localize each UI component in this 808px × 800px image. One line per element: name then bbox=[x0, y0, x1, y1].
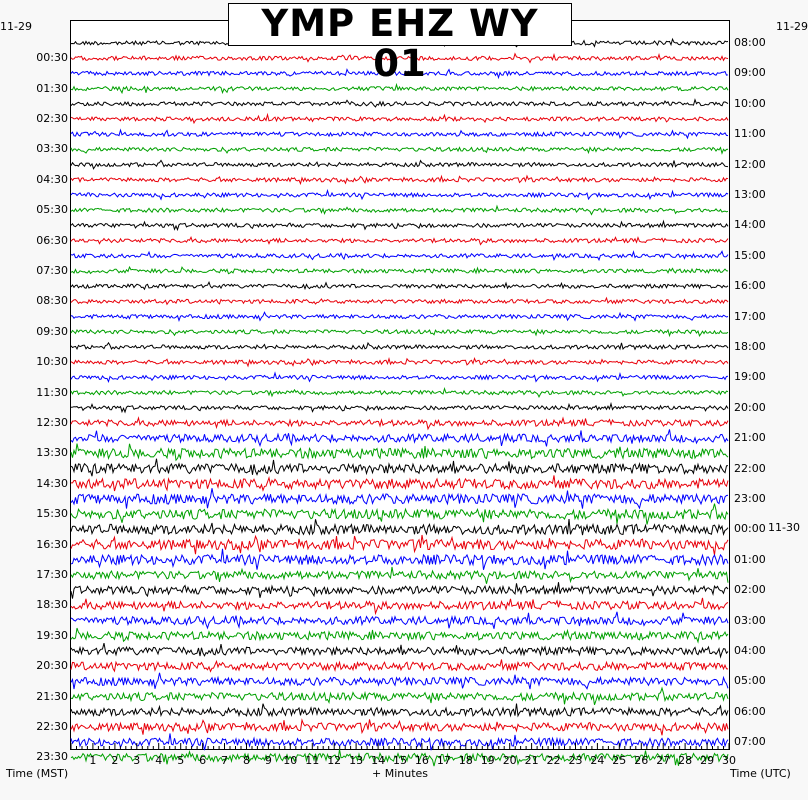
right-time-label: 18:00 bbox=[734, 340, 766, 353]
trace-row bbox=[71, 298, 728, 304]
right-time-label: 23:00 bbox=[734, 492, 766, 505]
left-time-label: 15:30 bbox=[36, 507, 68, 521]
trace-row bbox=[71, 176, 728, 184]
trace-row bbox=[71, 444, 728, 461]
right-time-label: 21:00 bbox=[734, 431, 766, 445]
right-time-label: 08:00 bbox=[734, 36, 766, 49]
x-tick-label: 29 bbox=[700, 754, 715, 767]
left-time-label: 00:30 bbox=[36, 51, 68, 65]
left-time-label: 01:30 bbox=[36, 81, 68, 95]
right-time-label: 06:00 bbox=[734, 704, 766, 718]
x-tick-label: 23 bbox=[568, 754, 583, 767]
trace-row bbox=[71, 704, 728, 717]
right-time-label: 16:00 bbox=[734, 279, 766, 293]
left-date-label: 11-29 bbox=[0, 20, 32, 33]
right-time-label: 02:00 bbox=[734, 583, 766, 597]
trace-row bbox=[71, 660, 728, 672]
x-tick-label: 2 bbox=[111, 754, 119, 767]
right-time-label: 10:00 bbox=[734, 96, 766, 110]
right-time-label: 07:00 bbox=[734, 735, 766, 749]
left-time-label: 20:30 bbox=[36, 659, 68, 673]
trace-row bbox=[71, 567, 728, 584]
right-time-label: 19:00 bbox=[734, 370, 766, 384]
x-tick-label: 30 bbox=[722, 754, 736, 767]
right-time-label: 20:00 bbox=[734, 400, 766, 414]
trace-row bbox=[71, 147, 728, 153]
trace-row bbox=[71, 389, 728, 397]
x-tick-label: 11 bbox=[305, 754, 320, 767]
trace-row bbox=[71, 343, 728, 350]
trace-row bbox=[71, 429, 728, 446]
trace-row bbox=[71, 100, 728, 107]
x-tick-label: 24 bbox=[590, 754, 605, 767]
right-time-label: 14:00 bbox=[734, 218, 766, 232]
right-date-label: 11-29 bbox=[776, 20, 808, 33]
trace-row bbox=[71, 282, 728, 289]
right-time-label: 09:00 bbox=[734, 66, 766, 80]
trace-row bbox=[71, 459, 728, 477]
right-time-label: 13:00 bbox=[734, 188, 766, 201]
left-time-label: 10:30 bbox=[36, 355, 68, 369]
x-tick-label: 16 bbox=[414, 754, 429, 767]
x-tick-label: 8 bbox=[243, 754, 250, 767]
x-tick-label: 4 bbox=[155, 754, 163, 767]
x-tick-label: 1 bbox=[89, 754, 97, 767]
x-tick-label: 13 bbox=[349, 754, 364, 767]
right-time-label: 01:00 bbox=[734, 552, 766, 566]
trace-row bbox=[71, 237, 728, 244]
trace-row bbox=[71, 404, 728, 412]
left-time-label: 04:30 bbox=[36, 172, 68, 186]
trace-row bbox=[71, 673, 728, 689]
seismogram-traces bbox=[71, 21, 729, 749]
x-tick-label: 14 bbox=[371, 754, 386, 767]
trace-row bbox=[71, 330, 728, 336]
right-time-label: 04:00 bbox=[734, 644, 766, 657]
trace-row bbox=[71, 535, 728, 555]
right-axis-label: Time (UTC) bbox=[730, 767, 791, 780]
right-time-label: 22:00 bbox=[734, 461, 766, 475]
trace-row bbox=[71, 418, 728, 429]
right-time-label: 11:00 bbox=[734, 127, 766, 141]
trace-row bbox=[71, 85, 728, 93]
x-tick-label: 3 bbox=[133, 754, 141, 767]
x-tick-label: 26 bbox=[634, 754, 649, 767]
left-axis-label: Time (MST) bbox=[6, 767, 69, 780]
x-tick-label: 7 bbox=[221, 754, 228, 767]
right-time-label: 00:00 bbox=[734, 522, 766, 536]
left-time-label: 23:30 bbox=[36, 750, 68, 764]
x-tick-label: 6 bbox=[199, 754, 207, 767]
x-tick-label: 19 bbox=[480, 754, 495, 767]
left-time-label: 07:30 bbox=[36, 264, 68, 277]
chart-title: YMP EHZ WY 01 bbox=[228, 3, 572, 46]
right-time-label: 03:00 bbox=[734, 613, 766, 627]
trace-row bbox=[71, 221, 728, 229]
right-time-label: 05:00 bbox=[734, 674, 766, 688]
x-tick-label: 25 bbox=[612, 754, 627, 767]
trace-row bbox=[71, 206, 728, 214]
x-tick-label: 18 bbox=[458, 754, 473, 767]
left-time-label: 06:30 bbox=[36, 233, 68, 247]
left-time-label: 08:30 bbox=[36, 294, 68, 308]
trace-row bbox=[71, 267, 728, 274]
right-time-label: 15:00 bbox=[734, 248, 766, 262]
trace-row bbox=[71, 598, 728, 613]
left-time-label: 09:30 bbox=[36, 324, 68, 338]
trace-row bbox=[71, 612, 728, 629]
left-time-label: 12:30 bbox=[36, 416, 68, 429]
trace-row bbox=[71, 191, 728, 200]
trace-row bbox=[71, 130, 728, 138]
trace-row bbox=[71, 475, 728, 491]
trace-row bbox=[71, 115, 728, 123]
trace-row bbox=[71, 488, 728, 508]
left-time-label: 21:30 bbox=[36, 689, 68, 703]
left-time-label: 05:30 bbox=[36, 203, 68, 217]
left-time-label: 14:30 bbox=[36, 476, 68, 490]
trace-row bbox=[71, 582, 728, 598]
x-tick-label: 5 bbox=[177, 754, 185, 767]
trace-row bbox=[71, 251, 728, 260]
left-time-label: 18:30 bbox=[36, 598, 68, 612]
trace-row bbox=[71, 160, 728, 168]
trace-row bbox=[71, 688, 728, 705]
trace-row bbox=[71, 549, 728, 570]
right-time-label: 12:00 bbox=[734, 157, 766, 171]
x-tick-label: 22 bbox=[546, 754, 561, 767]
trace-row bbox=[71, 719, 728, 735]
trace-row bbox=[71, 373, 728, 382]
trace-row bbox=[71, 628, 728, 642]
left-time-label: 03:30 bbox=[36, 142, 68, 156]
right-time-label: 17:00 bbox=[734, 309, 766, 323]
left-time-label: 13:30 bbox=[36, 446, 68, 460]
x-tick-label: 28 bbox=[678, 754, 693, 767]
left-time-label: 19:30 bbox=[36, 628, 68, 642]
trace-row bbox=[71, 643, 728, 657]
trace-row bbox=[71, 519, 728, 535]
right-date-change-label: 11-30 bbox=[768, 521, 800, 534]
helicorder-plot bbox=[70, 20, 730, 750]
x-tick-label: 9 bbox=[264, 754, 272, 767]
left-time-label: 11:30 bbox=[36, 385, 68, 399]
x-tick-label: 12 bbox=[327, 754, 342, 767]
left-time-label: 17:30 bbox=[36, 568, 68, 581]
x-tick-label: 17 bbox=[436, 754, 451, 767]
x-tick-label: 21 bbox=[524, 754, 539, 767]
left-time-label: 22:30 bbox=[36, 720, 68, 733]
trace-row bbox=[71, 358, 728, 366]
left-time-label: 16:30 bbox=[36, 537, 68, 551]
trace-row bbox=[71, 312, 728, 320]
x-axis-label: + Minutes bbox=[372, 767, 429, 780]
trace-row bbox=[71, 504, 728, 525]
x-tick-label: 27 bbox=[656, 754, 671, 767]
x-tick-label: 10 bbox=[283, 754, 298, 767]
x-tick-label: 15 bbox=[393, 754, 407, 767]
left-time-label: 02:30 bbox=[36, 112, 68, 125]
x-tick-label: 20 bbox=[502, 754, 517, 767]
